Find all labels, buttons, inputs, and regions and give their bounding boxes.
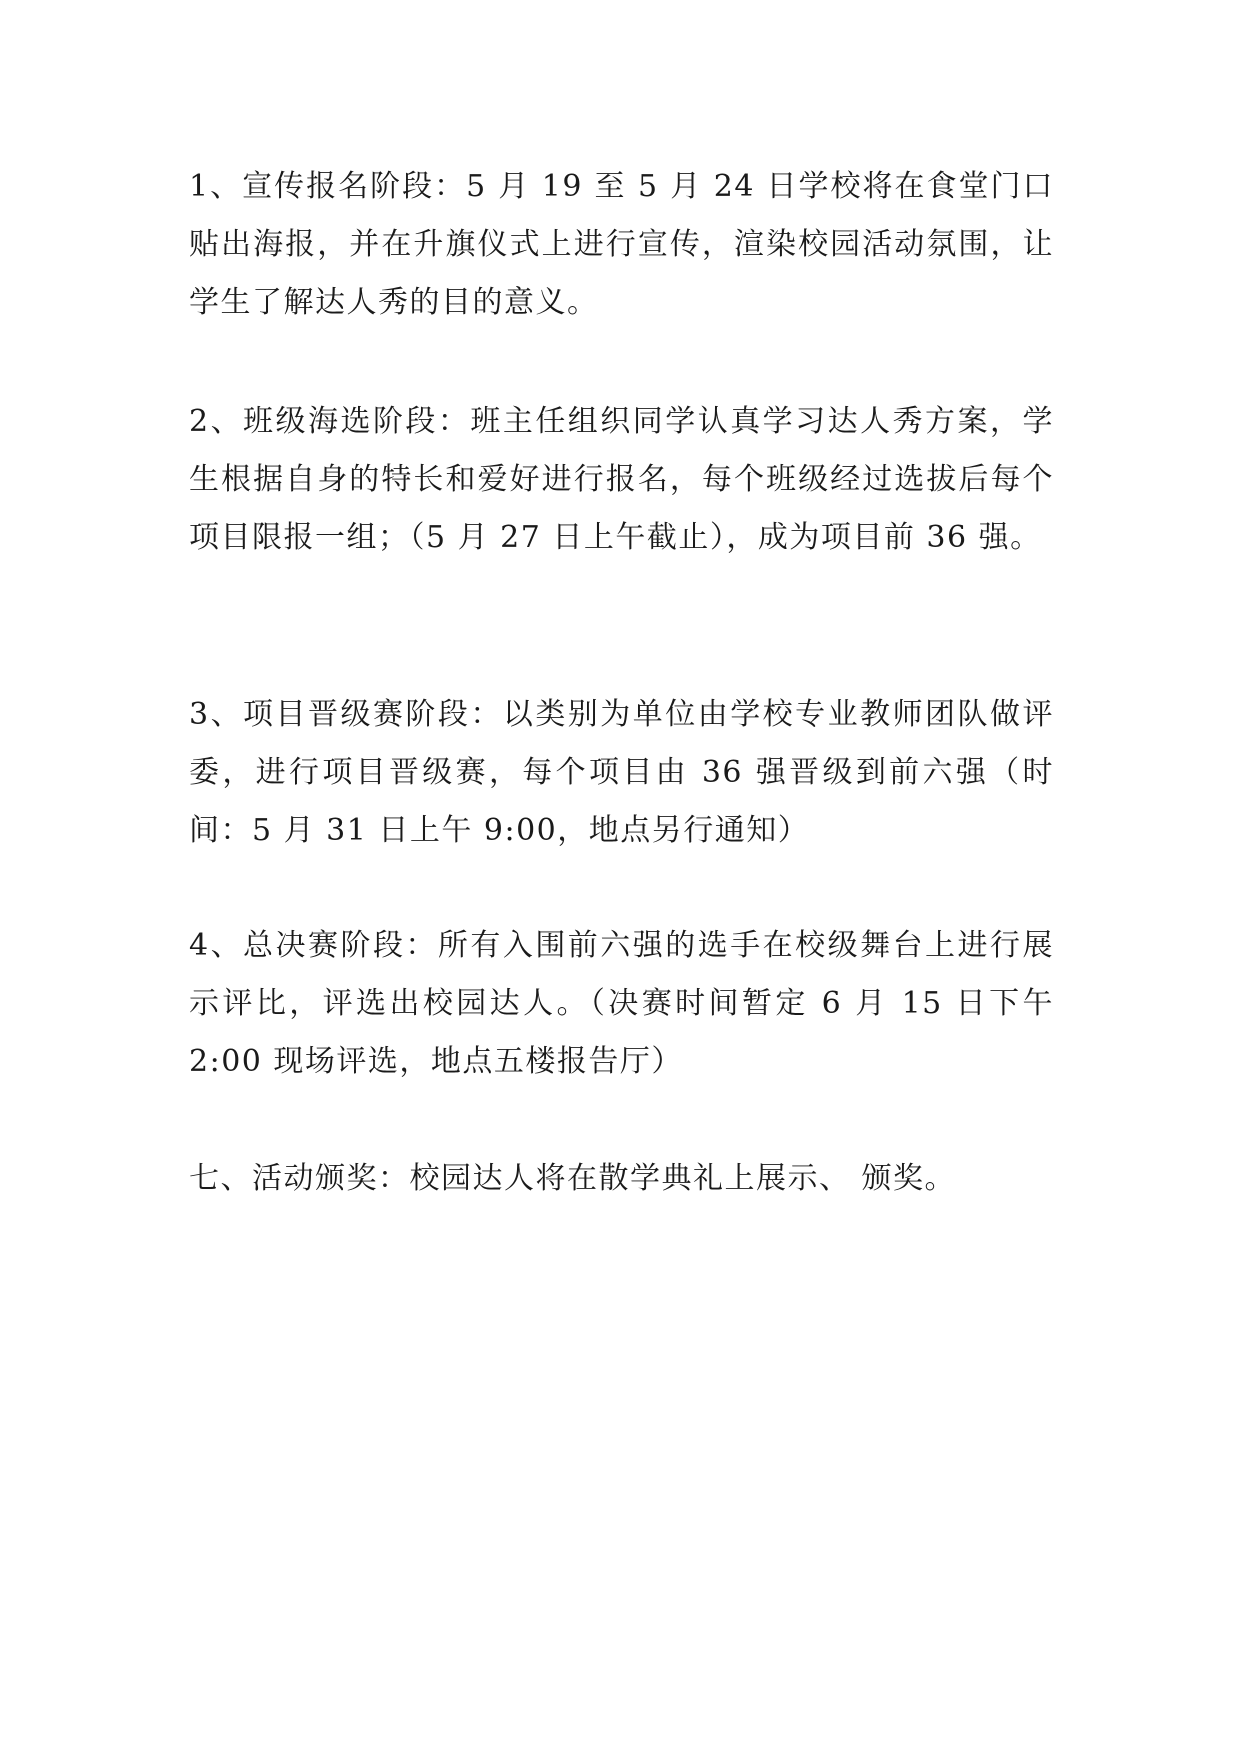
paragraph-final-round: 4、总决赛阶段：所有入围前六强的选手在校级舞台上进行展示评比，评选出校园达人。（决赛时间暂定 6 月 15 日下午 2:00 现场评选，地点五楼报告厅） [189, 928, 1054, 1079]
paragraph-award-ceremony: 七、活动颁奖：校园达人将在散学典礼上展示、 颁奖。 [189, 1161, 957, 1196]
paragraph-publicity-registration: 1、宣传报名阶段：5 月 19 至 5 月 24 日学校将在食堂门口贴出海报，并在升旗仪式上进行宣传，渲染校园活动氛围，让学生了解达人秀的目的意义。 [189, 169, 1054, 320]
paragraph-promotion-round: 3、项目晋级赛阶段：以类别为单位由学校专业教师团队做评委，进行项目晋级赛，每个项目由 36 强晋级到前六强（时间：5 月 31 日上午 9:00，地点另行通知） [189, 697, 1054, 848]
paragraph-class-selection: 2、班级海选阶段：班主任组织同学认真学习达人秀方案，学生根据自身的特长和爱好进行报名，每个班级经过选拔后每个项目限报一组；（5 月 27 日上午截止），成为项目前 36 强。 [189, 404, 1054, 555]
